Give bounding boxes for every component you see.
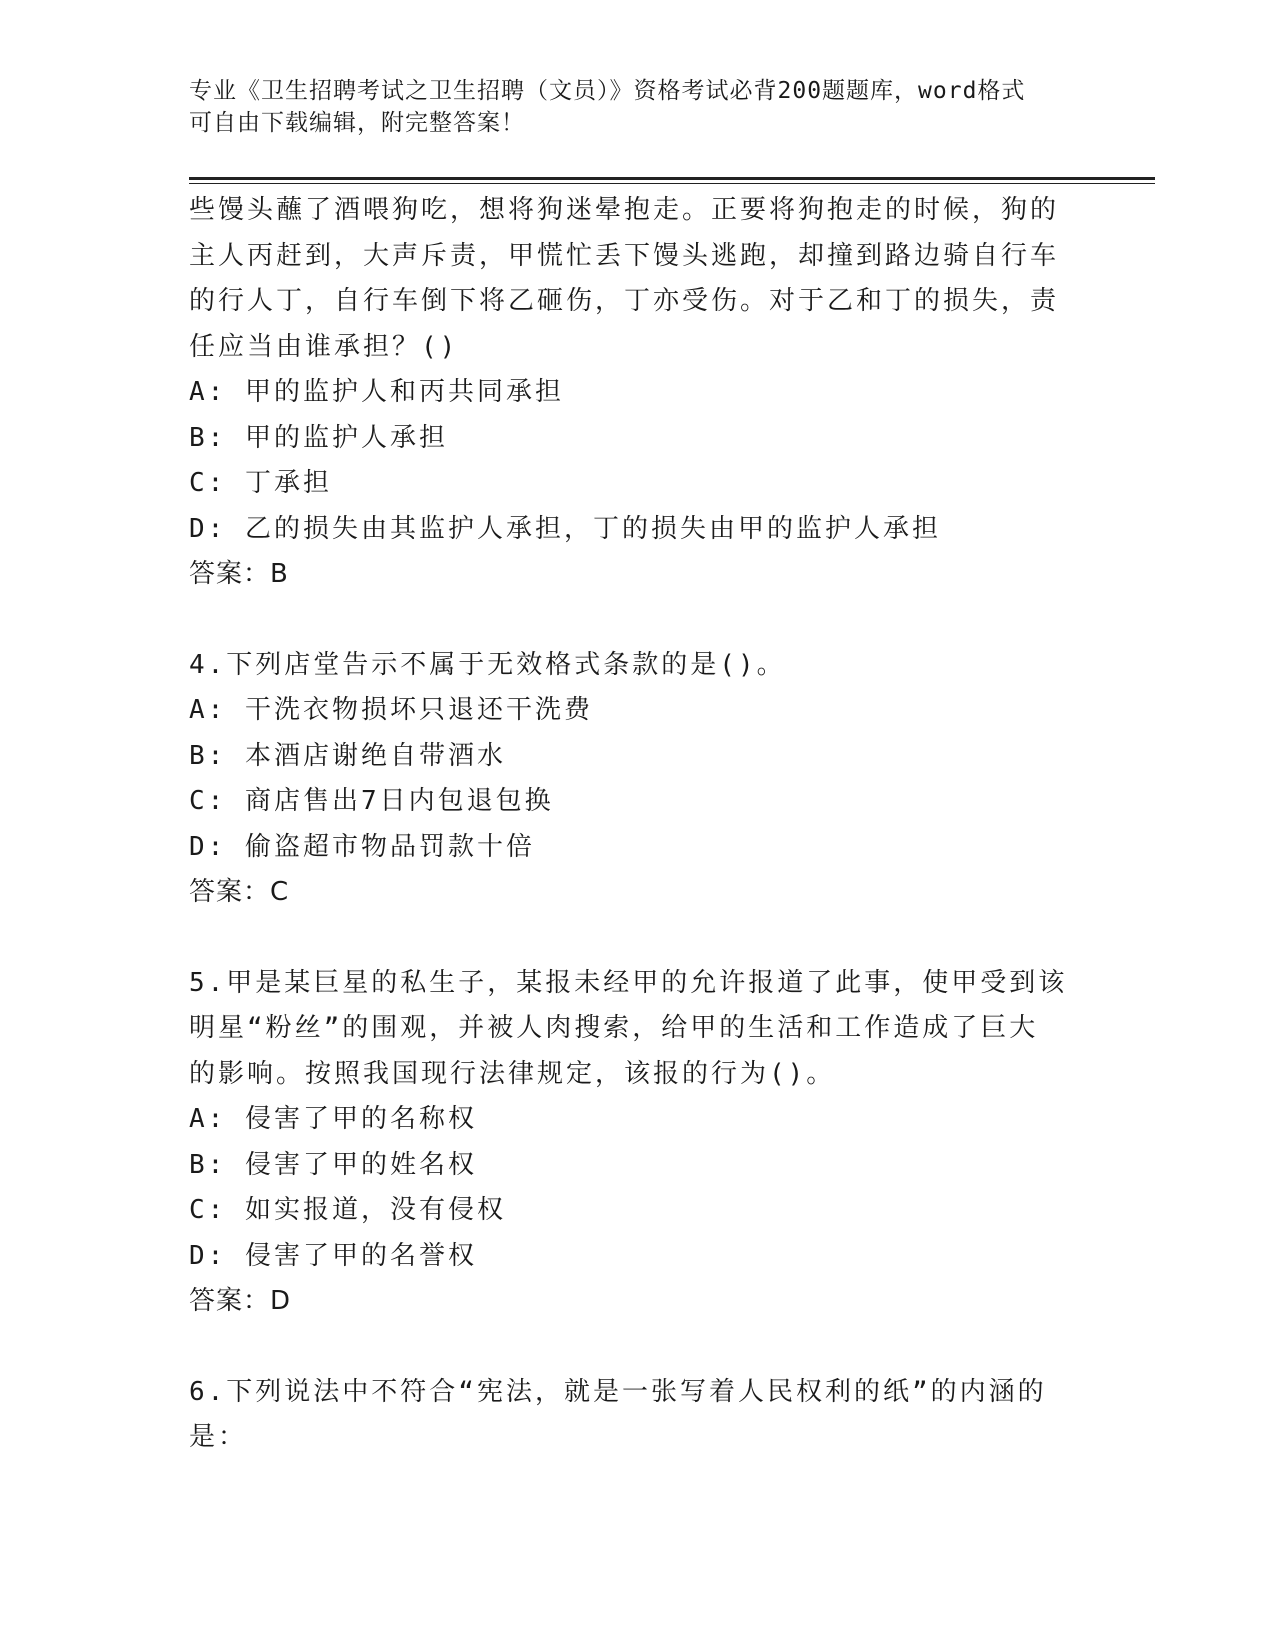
question-3-text-line: 任应当由谁承担？() <box>189 331 459 362</box>
question-6-text-line: 6.下列说法中不符合“宪法，就是一张写着人民权利的纸”的内涵的 <box>189 1376 1047 1407</box>
question-spacer <box>189 598 1089 643</box>
question-4-option-c: C: 商店售出7日内包退包换 <box>189 786 554 816</box>
question-3-option-d: D: 乙的损失由其监护人承担，丁的损失由甲的监护人承担 <box>189 513 941 544</box>
question-5-text-line: 5.甲是某巨星的私生子，某报未经甲的允许报道了此事，使甲受到该 <box>189 967 1068 998</box>
question-5-option-d: D: 侵害了甲的名誉权 <box>189 1240 477 1271</box>
question-3-option-c: C: 丁承担 <box>189 468 332 498</box>
question-5-option-b: B: 侵害了甲的姓名权 <box>189 1149 477 1180</box>
question-4-text-line: 4.下列店堂告示不属于无效格式条款的是()。 <box>189 649 786 680</box>
question-3-option-b: B: 甲的监护人承担 <box>189 422 448 453</box>
document-body <box>189 188 1089 1461</box>
page-header <box>189 75 1089 139</box>
question-4-option-b: B: 本酒店谢绝自带酒水 <box>189 740 506 771</box>
question-5-text-line: 明星“粉丝”的围观，并被人肉搜索，给甲的生活和工作造成了巨大 <box>189 1013 1039 1043</box>
question-5-answer: 答案：D <box>189 1286 292 1316</box>
question-6 <box>189 1370 1089 1461</box>
question-4 <box>189 643 1089 916</box>
question-3-text-line: 的行人丁，自行车倒下将乙砸伤，丁亦受伤。对于乙和丁的损失，责 <box>189 286 1060 316</box>
question-4-answer: 答案：C <box>189 877 290 907</box>
question-6-text-line: 是： <box>189 1422 248 1452</box>
question-4-option-d: D: 偷盗超市物品罚款十倍 <box>189 831 535 862</box>
question-spacer <box>189 916 1089 961</box>
question-3 <box>189 188 1089 598</box>
question-4-option-a: A: 干洗衣物损坏只退还干洗费 <box>189 695 593 725</box>
header-divider-thick <box>189 177 1155 180</box>
header-title-line-1: 专业《卫生招聘考试之卫生招聘（文员）》资格考试必背200题题库，word格式 <box>189 78 1026 104</box>
header-title-line-2: 可自由下载编辑，附完整答案！ <box>189 110 525 136</box>
question-5-option-c: C: 如实报道，没有侵权 <box>189 1195 506 1225</box>
question-3-answer: 答案：B <box>189 559 289 589</box>
question-spacer <box>189 1325 1089 1370</box>
header-divider-thin <box>189 183 1155 184</box>
question-5-text-line: 的影响。按照我国现行法律规定，该报的行为()。 <box>189 1058 836 1089</box>
question-3-option-a: A: 甲的监护人和丙共同承担 <box>189 377 564 407</box>
question-3-text-line: 些馒头蘸了酒喂狗吃，想将狗迷晕抱走。正要将狗抱走的时候，狗的 <box>189 195 1060 225</box>
question-5-option-a: A: 侵害了甲的名称权 <box>189 1104 477 1134</box>
question-5 <box>189 961 1089 1325</box>
question-3-text-line: 主人丙赶到，大声斥责，甲慌忙丢下馒头逃跑，却撞到路边骑自行车 <box>189 240 1060 271</box>
